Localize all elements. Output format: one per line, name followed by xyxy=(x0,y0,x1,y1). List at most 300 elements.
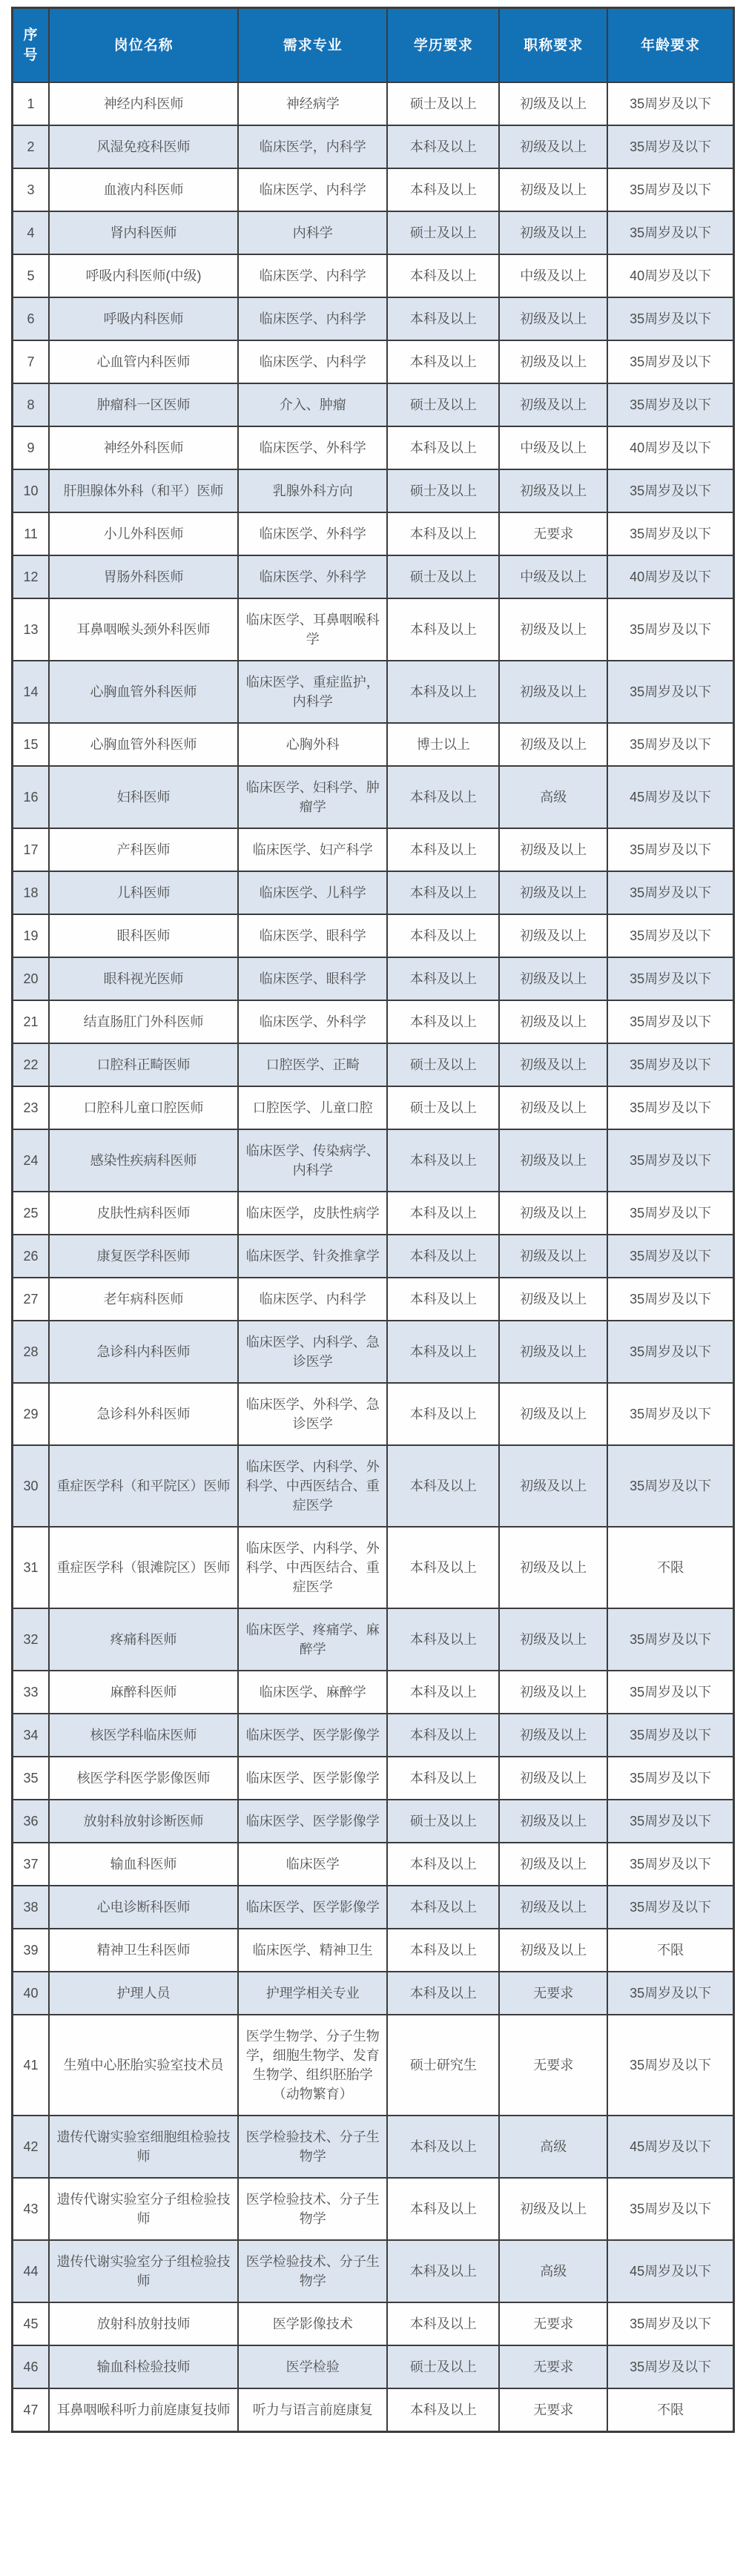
cell-position: 急诊科外科医师 xyxy=(49,1383,238,1445)
cell-index: 38 xyxy=(13,1886,50,1929)
cell-title: 初级及以上 xyxy=(499,1671,607,1714)
cell-index: 36 xyxy=(13,1800,50,1843)
cell-title: 高级 xyxy=(499,2116,607,2178)
cell-education: 本科及以上 xyxy=(387,2116,499,2178)
cell-major: 临床医学、精神卫生 xyxy=(238,1929,387,1972)
cell-education: 本科及以上 xyxy=(387,2302,499,2345)
table-row xyxy=(13,2116,734,2178)
cell-education: 本科及以上 xyxy=(387,512,499,555)
cell-major: 临床医学、内科学 xyxy=(238,254,387,297)
cell-position: 儿科医师 xyxy=(49,871,238,914)
table-header xyxy=(13,8,734,83)
cell-education: 本科及以上 xyxy=(387,1527,499,1608)
cell-title: 初级及以上 xyxy=(499,168,607,211)
cell-education: 硕士及以上 xyxy=(387,383,499,426)
table-row xyxy=(13,1192,734,1235)
cell-index: 40 xyxy=(13,1972,50,2015)
cell-index: 34 xyxy=(13,1714,50,1757)
cell-position: 耳鼻咽喉头颈外科医师 xyxy=(49,598,238,661)
table-row xyxy=(13,1445,734,1527)
cell-major: 临床医学，皮肤性病学 xyxy=(238,1192,387,1235)
cell-title: 无要求 xyxy=(499,2302,607,2345)
table-row xyxy=(13,1757,734,1800)
cell-age: 35周岁及以下 xyxy=(607,598,733,661)
cell-age: 35周岁及以下 xyxy=(607,1235,733,1278)
cell-major: 口腔医学、正畸 xyxy=(238,1043,387,1086)
cell-education: 本科及以上 xyxy=(387,661,499,723)
cell-age: 35周岁及以下 xyxy=(607,2302,733,2345)
table-row xyxy=(13,125,734,168)
cell-major: 临床医学、医学影像学 xyxy=(238,1757,387,1800)
cell-position: 肾内科医师 xyxy=(49,211,238,254)
cell-position: 麻醉科医师 xyxy=(49,1671,238,1714)
cell-age: 35周岁及以下 xyxy=(607,2015,733,2116)
cell-major: 临床医学、儿科学 xyxy=(238,871,387,914)
cell-index: 2 xyxy=(13,125,50,168)
cell-age: 35周岁及以下 xyxy=(607,1886,733,1929)
cell-title: 初级及以上 xyxy=(499,723,607,766)
cell-education: 本科及以上 xyxy=(387,297,499,340)
cell-title: 初级及以上 xyxy=(499,914,607,957)
col-header-title: 职称要求 xyxy=(499,8,607,83)
col-header-age: 年龄要求 xyxy=(607,8,733,83)
cell-age: 35周岁及以下 xyxy=(607,2345,733,2388)
table-row xyxy=(13,469,734,512)
cell-age: 35周岁及以下 xyxy=(607,211,733,254)
cell-age: 35周岁及以下 xyxy=(607,723,733,766)
cell-index: 39 xyxy=(13,1929,50,1972)
table-row xyxy=(13,1086,734,1129)
cell-major: 心胸外科 xyxy=(238,723,387,766)
cell-title: 初级及以上 xyxy=(499,1321,607,1383)
table-row xyxy=(13,1000,734,1043)
cell-age: 35周岁及以下 xyxy=(607,828,733,871)
cell-education: 本科及以上 xyxy=(387,1972,499,2015)
cell-age: 不限 xyxy=(607,1929,733,1972)
cell-index: 29 xyxy=(13,1383,50,1445)
table-row xyxy=(13,1886,734,1929)
table-row xyxy=(13,1800,734,1843)
table-row xyxy=(13,871,734,914)
cell-age: 35周岁及以下 xyxy=(607,82,733,125)
cell-title: 初级及以上 xyxy=(499,297,607,340)
cell-title: 初级及以上 xyxy=(499,598,607,661)
table-row xyxy=(13,2388,734,2432)
table-row xyxy=(13,1671,734,1714)
cell-age: 35周岁及以下 xyxy=(607,1714,733,1757)
cell-age: 35周岁及以下 xyxy=(607,1321,733,1383)
cell-age: 35周岁及以下 xyxy=(607,1608,733,1671)
cell-age: 45周岁及以下 xyxy=(607,2240,733,2302)
cell-title: 初级及以上 xyxy=(499,1129,607,1192)
cell-age: 35周岁及以下 xyxy=(607,340,733,383)
cell-major: 神经病学 xyxy=(238,82,387,125)
cell-index: 15 xyxy=(13,723,50,766)
cell-major: 临床医学、外科学 xyxy=(238,426,387,469)
cell-position: 老年病科医师 xyxy=(49,1278,238,1321)
cell-education: 本科及以上 xyxy=(387,1608,499,1671)
cell-index: 32 xyxy=(13,1608,50,1671)
cell-age: 35周岁及以下 xyxy=(607,1972,733,2015)
cell-major: 临床医学、妇产科学 xyxy=(238,828,387,871)
cell-age: 40周岁及以下 xyxy=(607,426,733,469)
cell-title: 初级及以上 xyxy=(499,1608,607,1671)
header-row xyxy=(13,8,734,83)
table-row xyxy=(13,512,734,555)
cell-position: 风湿免疫科医师 xyxy=(49,125,238,168)
cell-position: 心胸血管外科医师 xyxy=(49,661,238,723)
cell-age: 35周岁及以下 xyxy=(607,1800,733,1843)
table-row xyxy=(13,1321,734,1383)
cell-age: 35周岁及以下 xyxy=(607,469,733,512)
cell-education: 本科及以上 xyxy=(387,1192,499,1235)
cell-age: 35周岁及以下 xyxy=(607,914,733,957)
table-row xyxy=(13,766,734,828)
table-row xyxy=(13,1527,734,1608)
cell-position: 耳鼻咽喉科听力前庭康复技师 xyxy=(49,2388,238,2432)
cell-index: 17 xyxy=(13,828,50,871)
col-header-position: 岗位名称 xyxy=(49,8,238,83)
cell-position: 口腔科儿童口腔医师 xyxy=(49,1086,238,1129)
cell-education: 硕士及以上 xyxy=(387,1800,499,1843)
cell-position: 放射科放射诊断医师 xyxy=(49,1800,238,1843)
cell-position: 心电诊断科医师 xyxy=(49,1886,238,1929)
table-row xyxy=(13,2240,734,2302)
cell-major: 临床医学、妇科学、肿瘤学 xyxy=(238,766,387,828)
cell-position: 结直肠肛门外科医师 xyxy=(49,1000,238,1043)
cell-major: 临床医学、重症监护，内科学 xyxy=(238,661,387,723)
cell-index: 35 xyxy=(13,1757,50,1800)
cell-education: 硕士及以上 xyxy=(387,82,499,125)
cell-major: 临床医学、外科学 xyxy=(238,512,387,555)
job-recruitment-table xyxy=(11,7,735,2433)
cell-title: 初级及以上 xyxy=(499,871,607,914)
table-row xyxy=(13,828,734,871)
cell-major: 医学影像技术 xyxy=(238,2302,387,2345)
cell-index: 28 xyxy=(13,1321,50,1383)
cell-position: 眼科视光医师 xyxy=(49,957,238,1000)
table-row xyxy=(13,383,734,426)
cell-position: 肿瘤科一区医师 xyxy=(49,383,238,426)
cell-title: 初级及以上 xyxy=(499,340,607,383)
cell-major: 临床医学、耳鼻咽喉科学 xyxy=(238,598,387,661)
cell-title: 初级及以上 xyxy=(499,1086,607,1129)
cell-index: 9 xyxy=(13,426,50,469)
cell-index: 6 xyxy=(13,297,50,340)
cell-index: 10 xyxy=(13,469,50,512)
cell-education: 本科及以上 xyxy=(387,871,499,914)
cell-major: 口腔医学、儿童口腔 xyxy=(238,1086,387,1129)
cell-age: 35周岁及以下 xyxy=(607,297,733,340)
cell-age: 35周岁及以下 xyxy=(607,1843,733,1886)
cell-title: 中级及以上 xyxy=(499,555,607,598)
cell-index: 5 xyxy=(13,254,50,297)
cell-age: 35周岁及以下 xyxy=(607,383,733,426)
table-row xyxy=(13,723,734,766)
cell-title: 初级及以上 xyxy=(499,1886,607,1929)
cell-age: 35周岁及以下 xyxy=(607,1671,733,1714)
cell-education: 本科及以上 xyxy=(387,957,499,1000)
cell-age: 35周岁及以下 xyxy=(607,1192,733,1235)
cell-age: 不限 xyxy=(607,2388,733,2432)
table-row xyxy=(13,598,734,661)
cell-major: 临床医学、内科学 xyxy=(238,297,387,340)
cell-major: 乳腺外科方向 xyxy=(238,469,387,512)
cell-major: 临床医学、内科学 xyxy=(238,340,387,383)
cell-title: 高级 xyxy=(499,2240,607,2302)
cell-age: 35周岁及以下 xyxy=(607,871,733,914)
cell-education: 博士以上 xyxy=(387,723,499,766)
cell-education: 硕士及以上 xyxy=(387,555,499,598)
cell-title: 初级及以上 xyxy=(499,1278,607,1321)
cell-major: 临床医学、外科学 xyxy=(238,555,387,598)
cell-title: 无要求 xyxy=(499,2015,607,2116)
cell-title: 初级及以上 xyxy=(499,383,607,426)
cell-position: 放射科放射技师 xyxy=(49,2302,238,2345)
cell-title: 中级及以上 xyxy=(499,254,607,297)
cell-index: 26 xyxy=(13,1235,50,1278)
cell-education: 本科及以上 xyxy=(387,1929,499,1972)
cell-index: 16 xyxy=(13,766,50,828)
cell-education: 硕士研究生 xyxy=(387,2015,499,2116)
cell-age: 35周岁及以下 xyxy=(607,1278,733,1321)
cell-position: 血液内科医师 xyxy=(49,168,238,211)
cell-education: 硕士及以上 xyxy=(387,469,499,512)
cell-title: 初级及以上 xyxy=(499,1235,607,1278)
cell-education: 本科及以上 xyxy=(387,1321,499,1383)
cell-major: 临床医学、内科学、外科学、中西医结合、重症医学 xyxy=(238,1527,387,1608)
cell-age: 35周岁及以下 xyxy=(607,1000,733,1043)
cell-position: 输血科医师 xyxy=(49,1843,238,1886)
cell-age: 45周岁及以下 xyxy=(607,2116,733,2178)
cell-index: 24 xyxy=(13,1129,50,1192)
cell-education: 本科及以上 xyxy=(387,914,499,957)
table-row xyxy=(13,2302,734,2345)
cell-age: 40周岁及以下 xyxy=(607,254,733,297)
cell-major: 医学检验技术、分子生物学 xyxy=(238,2116,387,2178)
cell-position: 呼吸内科医师 xyxy=(49,297,238,340)
cell-major: 临床医学、传染病学、内科学 xyxy=(238,1129,387,1192)
cell-position: 遗传代谢实验室分子组检验技师 xyxy=(49,2178,238,2240)
cell-title: 无要求 xyxy=(499,1972,607,2015)
cell-major: 临床医学、医学影像学 xyxy=(238,1800,387,1843)
cell-title: 初级及以上 xyxy=(499,828,607,871)
cell-major: 听力与语言前庭康复 xyxy=(238,2388,387,2432)
cell-title: 初级及以上 xyxy=(499,82,607,125)
cell-education: 本科及以上 xyxy=(387,2240,499,2302)
table-row xyxy=(13,82,734,125)
cell-major: 临床医学、内科学 xyxy=(238,168,387,211)
cell-title: 初级及以上 xyxy=(499,1383,607,1445)
table-row xyxy=(13,1929,734,1972)
cell-major: 临床医学、内科学、急诊医学 xyxy=(238,1321,387,1383)
cell-index: 30 xyxy=(13,1445,50,1527)
cell-position: 输血科检验技师 xyxy=(49,2345,238,2388)
cell-age: 35周岁及以下 xyxy=(607,168,733,211)
cell-title: 无要求 xyxy=(499,2345,607,2388)
cell-major: 临床医学 xyxy=(238,1843,387,1886)
cell-age: 45周岁及以下 xyxy=(607,766,733,828)
cell-title: 初级及以上 xyxy=(499,211,607,254)
cell-index: 13 xyxy=(13,598,50,661)
cell-position: 眼科医师 xyxy=(49,914,238,957)
cell-age: 35周岁及以下 xyxy=(607,1445,733,1527)
table-row xyxy=(13,914,734,957)
cell-education: 本科及以上 xyxy=(387,2178,499,2240)
cell-title: 初级及以上 xyxy=(499,1043,607,1086)
cell-education: 本科及以上 xyxy=(387,168,499,211)
cell-age: 35周岁及以下 xyxy=(607,957,733,1000)
cell-education: 本科及以上 xyxy=(387,1278,499,1321)
cell-index: 47 xyxy=(13,2388,50,2432)
cell-index: 21 xyxy=(13,1000,50,1043)
cell-title: 高级 xyxy=(499,766,607,828)
table-row xyxy=(13,661,734,723)
cell-education: 本科及以上 xyxy=(387,1445,499,1527)
cell-title: 无要求 xyxy=(499,512,607,555)
cell-major: 医学生物学、分子生物学，细胞生物学、发育生物学、组织胚胎学（动物繁育） xyxy=(238,2015,387,2116)
cell-position: 口腔科正畸医师 xyxy=(49,1043,238,1086)
cell-education: 本科及以上 xyxy=(387,340,499,383)
table-row xyxy=(13,297,734,340)
cell-major: 介入、肿瘤 xyxy=(238,383,387,426)
cell-major: 临床医学、疼痛学、麻醉学 xyxy=(238,1608,387,1671)
cell-education: 硕士及以上 xyxy=(387,1086,499,1129)
table-row xyxy=(13,340,734,383)
cell-index: 42 xyxy=(13,2116,50,2178)
cell-index: 43 xyxy=(13,2178,50,2240)
cell-major: 临床医学，内科学 xyxy=(238,125,387,168)
table-row xyxy=(13,555,734,598)
cell-age: 不限 xyxy=(607,1527,733,1608)
cell-age: 35周岁及以下 xyxy=(607,1757,733,1800)
cell-education: 硕士及以上 xyxy=(387,1043,499,1086)
table-row xyxy=(13,1714,734,1757)
cell-title: 初级及以上 xyxy=(499,1714,607,1757)
cell-age: 35周岁及以下 xyxy=(607,1129,733,1192)
table-row xyxy=(13,1608,734,1671)
table-row xyxy=(13,1843,734,1886)
cell-education: 本科及以上 xyxy=(387,766,499,828)
cell-position: 心血管内科医师 xyxy=(49,340,238,383)
cell-index: 44 xyxy=(13,2240,50,2302)
cell-index: 46 xyxy=(13,2345,50,2388)
cell-position: 感染性疾病科医师 xyxy=(49,1129,238,1192)
cell-position: 神经外科医师 xyxy=(49,426,238,469)
cell-position: 呼吸内科医师(中级) xyxy=(49,254,238,297)
cell-title: 无要求 xyxy=(499,2388,607,2432)
cell-index: 4 xyxy=(13,211,50,254)
cell-education: 本科及以上 xyxy=(387,1129,499,1192)
cell-education: 本科及以上 xyxy=(387,426,499,469)
cell-position: 神经内科医师 xyxy=(49,82,238,125)
cell-position: 妇科医师 xyxy=(49,766,238,828)
cell-title: 初级及以上 xyxy=(499,957,607,1000)
cell-education: 硕士及以上 xyxy=(387,2345,499,2388)
table-row xyxy=(13,1278,734,1321)
cell-index: 31 xyxy=(13,1527,50,1608)
cell-education: 本科及以上 xyxy=(387,125,499,168)
col-header-major: 需求专业 xyxy=(238,8,387,83)
cell-index: 33 xyxy=(13,1671,50,1714)
cell-index: 12 xyxy=(13,555,50,598)
table-row xyxy=(13,1043,734,1086)
cell-education: 本科及以上 xyxy=(387,1235,499,1278)
cell-education: 本科及以上 xyxy=(387,1383,499,1445)
cell-education: 硕士及以上 xyxy=(387,211,499,254)
cell-major: 临床医学、内科学、外科学、中西医结合、重症医学 xyxy=(238,1445,387,1527)
table-row xyxy=(13,1235,734,1278)
table-row xyxy=(13,1383,734,1445)
table-row xyxy=(13,1972,734,2015)
cell-position: 核医学科医学影像医师 xyxy=(49,1757,238,1800)
cell-major: 医学检验技术、分子生物学 xyxy=(238,2240,387,2302)
cell-major: 临床医学、外科学、急诊医学 xyxy=(238,1383,387,1445)
cell-major: 临床医学、针灸推拿学 xyxy=(238,1235,387,1278)
table-row xyxy=(13,211,734,254)
cell-age: 35周岁及以下 xyxy=(607,125,733,168)
cell-title: 初级及以上 xyxy=(499,1445,607,1527)
table-row xyxy=(13,1129,734,1192)
cell-position: 遗传代谢实验室细胞组检验技师 xyxy=(49,2116,238,2178)
cell-position: 肝胆腺体外科（和平）医师 xyxy=(49,469,238,512)
cell-age: 35周岁及以下 xyxy=(607,1383,733,1445)
cell-position: 胃肠外科医师 xyxy=(49,555,238,598)
cell-position: 小儿外科医师 xyxy=(49,512,238,555)
cell-index: 41 xyxy=(13,2015,50,2116)
cell-position: 重症医学科（和平院区）医师 xyxy=(49,1445,238,1527)
cell-education: 本科及以上 xyxy=(387,598,499,661)
cell-major: 护理学相关专业 xyxy=(238,1972,387,2015)
cell-major: 内科学 xyxy=(238,211,387,254)
cell-education: 本科及以上 xyxy=(387,1757,499,1800)
cell-education: 本科及以上 xyxy=(387,254,499,297)
cell-index: 11 xyxy=(13,512,50,555)
cell-position: 急诊科内科医师 xyxy=(49,1321,238,1383)
cell-age: 35周岁及以下 xyxy=(607,512,733,555)
cell-position: 生殖中心胚胎实验室技术员 xyxy=(49,2015,238,2116)
cell-title: 初级及以上 xyxy=(499,125,607,168)
cell-position: 精神卫生科医师 xyxy=(49,1929,238,1972)
cell-title: 初级及以上 xyxy=(499,1843,607,1886)
cell-position: 遗传代谢实验室分子组检验技师 xyxy=(49,2240,238,2302)
cell-major: 临床医学、眼科学 xyxy=(238,957,387,1000)
cell-title: 初级及以上 xyxy=(499,2178,607,2240)
cell-education: 本科及以上 xyxy=(387,828,499,871)
table-row xyxy=(13,254,734,297)
cell-index: 22 xyxy=(13,1043,50,1086)
cell-title: 初级及以上 xyxy=(499,1192,607,1235)
cell-title: 初级及以上 xyxy=(499,1800,607,1843)
table-body xyxy=(13,82,734,2432)
cell-index: 8 xyxy=(13,383,50,426)
cell-title: 初级及以上 xyxy=(499,1000,607,1043)
cell-index: 18 xyxy=(13,871,50,914)
cell-title: 初级及以上 xyxy=(499,469,607,512)
cell-education: 本科及以上 xyxy=(387,1843,499,1886)
cell-major: 临床医学、眼科学 xyxy=(238,914,387,957)
cell-index: 27 xyxy=(13,1278,50,1321)
cell-index: 7 xyxy=(13,340,50,383)
cell-education: 本科及以上 xyxy=(387,1000,499,1043)
cell-index: 45 xyxy=(13,2302,50,2345)
cell-index: 37 xyxy=(13,1843,50,1886)
cell-age: 35周岁及以下 xyxy=(607,2178,733,2240)
cell-major: 临床医学、医学影像学 xyxy=(238,1714,387,1757)
cell-position: 皮肤性病科医师 xyxy=(49,1192,238,1235)
cell-age: 35周岁及以下 xyxy=(607,1086,733,1129)
cell-title: 中级及以上 xyxy=(499,426,607,469)
